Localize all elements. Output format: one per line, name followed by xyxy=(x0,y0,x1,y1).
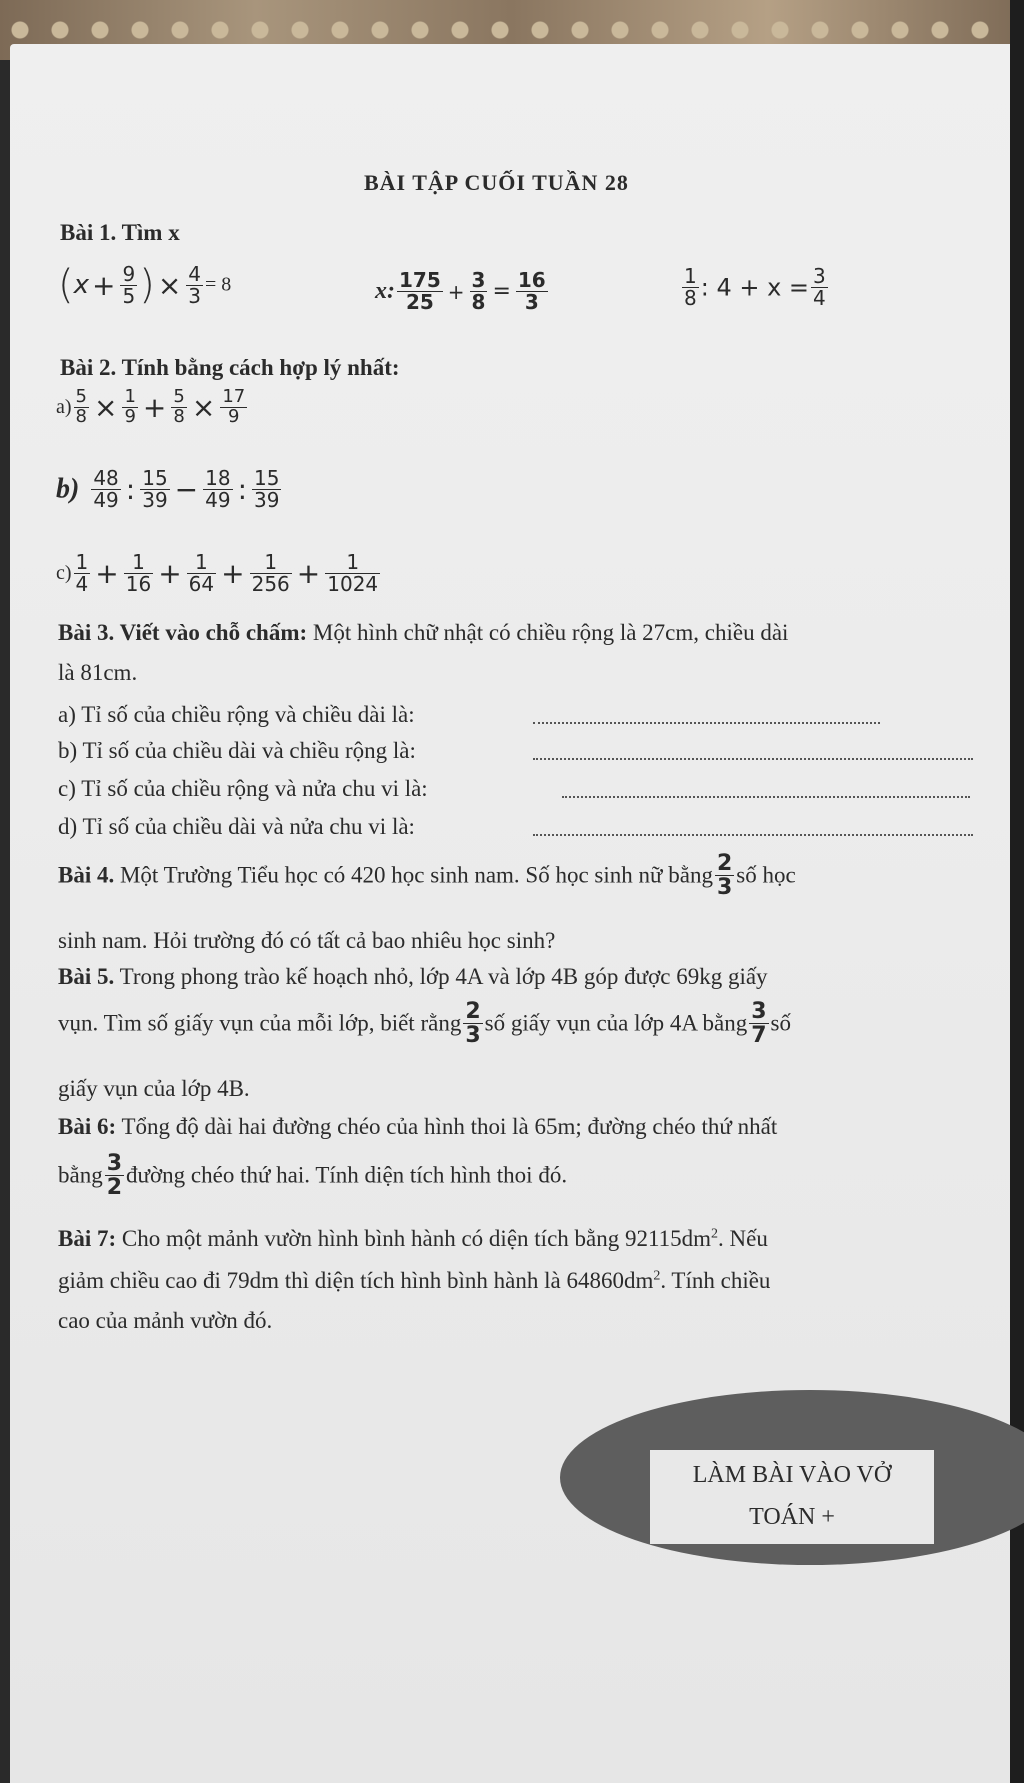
bai2-b: b) $\frac{48}{49}$ : $\frac{15}{39}$ − $\frac{18}{49}$ : $\frac{15}{39}$ xyxy=(56,466,280,512)
fraction: $\frac{1}{1024}$ xyxy=(327,550,379,596)
fraction: $\frac{175}{25}$ xyxy=(399,268,441,314)
bai1-equation-3: $\frac{1}{8}$ : 4 + x = $\frac{3}{4}$ xyxy=(684,264,826,310)
fraction: $\frac{2}{3}$ xyxy=(465,999,481,1049)
bai1-heading: Bài 1. Tìm x xyxy=(60,220,180,245)
notice-line-1: LÀM BÀI VÀO VỞ xyxy=(692,1462,892,1488)
notice-line-2: TOÁN + xyxy=(749,1504,835,1530)
bai7-line-1: Bài 7: Cho một mảnh vườn hình bình hành có diện tích bằng $92115dm^2$. Nếu xyxy=(58,1226,768,1251)
bai3-d: d) Tỉ số của chiều dài và nửa chu vi là: xyxy=(58,814,415,839)
bai5-line-2: vụn. Tìm số giấy vụn của mỗi lớp, biết rằng $\frac{2}{3}$ số giấy vụn của lớp 4A bằng $\frac{3}{7}$ số xyxy=(58,999,791,1049)
fraction: $\frac{5}{8}$ xyxy=(75,386,87,427)
bai2-heading: Bài 2. Tính bằng cách hợp lý nhất: xyxy=(60,355,400,380)
bai4-line-2: sinh nam. Hỏi trường đó có tất cả bao nhiêu học sinh? xyxy=(58,928,556,953)
fraction: $\frac{1}{256}$ xyxy=(251,550,290,596)
fraction: $\frac{3}{2}$ xyxy=(106,1151,123,1201)
bai7-line-3: cao của mảnh vườn đó. xyxy=(58,1308,273,1333)
fraction: $\frac{1}{8}$ xyxy=(684,264,697,310)
answer-line-a xyxy=(533,722,880,724)
fraction: $\frac{1}{64}$ xyxy=(188,550,215,596)
bai2-a: a) $\frac{5}{8}$ × $\frac{1}{9}$ + $\frac{5}{8}$ × $\frac{17}{9}$ xyxy=(56,386,246,427)
fraction: $\frac{3}{7}$ xyxy=(751,999,767,1049)
bai7-line-2: giảm chiều cao đi 79dm thì diện tích hình bình hành là $64860dm^2$. Tính chiều xyxy=(58,1268,771,1293)
fraction: $\frac{5}{8}$ xyxy=(173,386,185,427)
fraction: $\frac{15}{39}$ xyxy=(254,466,280,512)
bai6-line-2: bằng $\frac{3}{2}$ đường chéo thứ hai. Tính diện tích hình thoi đó. xyxy=(58,1151,568,1201)
bai6-line-1: Bài 6: Tổng độ dài hai đường chéo của hình thoi là 65m; đường chéo thứ nhất xyxy=(58,1114,778,1139)
fraction: $\frac{2}{3}$ xyxy=(716,851,733,901)
answer-line-c xyxy=(562,796,970,798)
bai3-b: b) Tỉ số của chiều dài và chiều rộng là: xyxy=(58,738,416,763)
notice-box xyxy=(650,1450,934,1544)
fraction: $\frac{1}{9}$ xyxy=(124,386,136,427)
bai3-a: a) Tỉ số của chiều rộng và chiều dài là: xyxy=(58,702,415,727)
fraction: $\frac{4}{3}$ xyxy=(188,261,202,308)
bai3-line-2: là 81cm. xyxy=(58,660,138,685)
fraction: $\frac{16}{3}$ xyxy=(517,268,546,314)
answer-line-b xyxy=(533,758,973,760)
fraction: $\frac{18}{49}$ xyxy=(205,466,231,512)
bai2-c: c) $\frac{1}{4}$ + $\frac{1}{16}$ + $\frac{1}{64}$ + $\frac{1}{256}$ + $\frac{1}{1024}$ xyxy=(56,550,379,596)
bai3-c: c) Tỉ số của chiều rộng và nửa chu vi là: xyxy=(58,776,428,801)
fraction: $\frac{17}{9}$ xyxy=(222,386,246,427)
bai5-line-1: Bài 5. Trong phong trào kế hoạch nhỏ, lớp 4A và lớp 4B góp được 69kg giấy xyxy=(58,964,768,989)
fraction: $\frac{1}{4}$ xyxy=(75,550,89,596)
bai4-line-1: Bài 4. Một Trường Tiểu học có 420 học sinh nam. Số học sinh nữ bằng $\frac{2}{3}$ số học xyxy=(58,851,796,901)
fraction: $\frac{15}{39}$ xyxy=(142,466,168,512)
fraction: $\frac{1}{16}$ xyxy=(125,550,152,596)
fraction: $\frac{3}{8}$ xyxy=(471,268,486,314)
page-title: BÀI TẬP CUỐI TUẦN 28 xyxy=(364,170,629,195)
fraction: $\frac{9}{5}$ xyxy=(122,261,136,308)
bai1-equation-2: x: $\frac{175}{25}$ + $\frac{3}{8}$ = $\frac{16}{3}$ xyxy=(375,268,546,314)
bai5-line-3: giấy vụn của lớp 4B. xyxy=(58,1076,250,1101)
fraction: $\frac{48}{49}$ xyxy=(93,466,119,512)
bai1-equation-1: (x + $\frac{9}{5}$ ) × $\frac{4}{3}$ = 8 xyxy=(58,261,232,308)
fraction: $\frac{3}{4}$ xyxy=(813,264,826,310)
answer-line-d xyxy=(533,834,973,836)
bai3-line-1: Bài 3. Viết vào chỗ chấm: Một hình chữ nhật có chiều rộng là 27cm, chiều dài xyxy=(58,620,789,645)
